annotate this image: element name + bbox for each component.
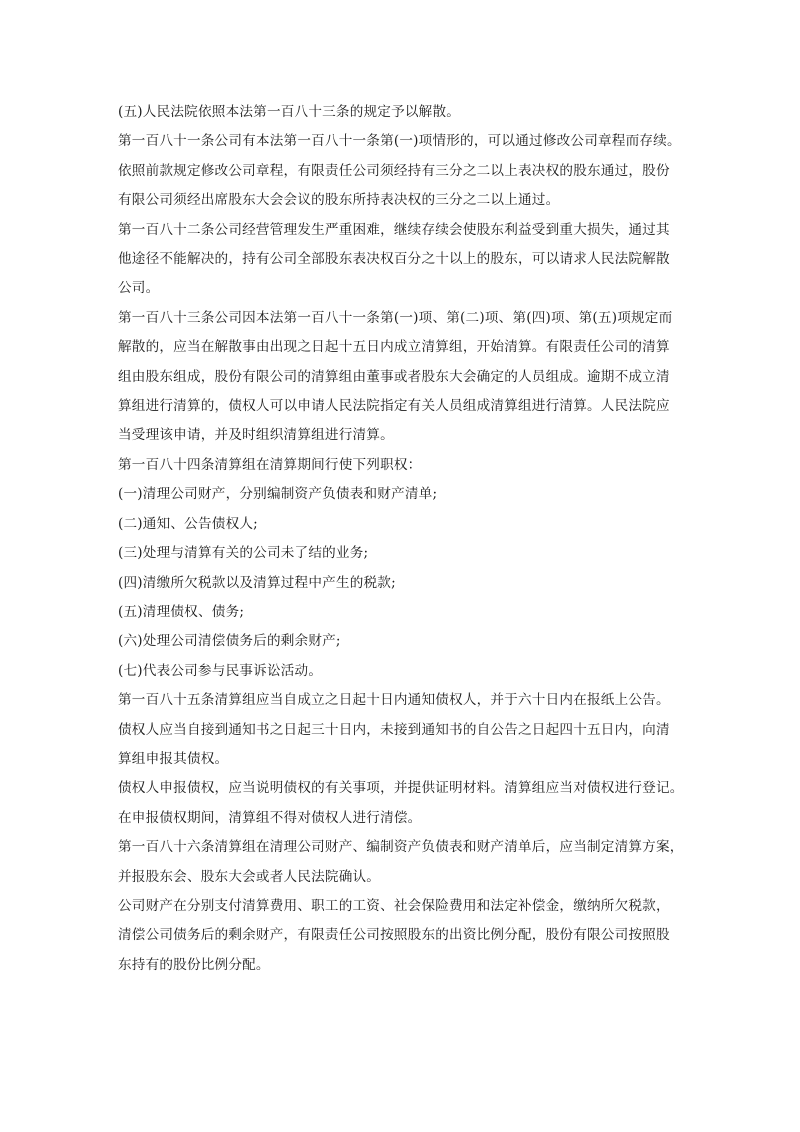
paragraph: 在申报债权期间，清算组不得对债权人进行清偿。 [118, 809, 422, 826]
paragraph: 债权人申报债权，应当说明债权的有关事项，并提供证明材料。清算组应当对债权进行登记。 [118, 780, 684, 797]
paragraph: 第一百八十六条清算组在清理公司财产、编制资产负债表和财产清单后，应当制定清算方案， 并报股东会、股东大会或者人民法院确认。 [118, 839, 684, 885]
document-body [118, 98, 690, 980]
paragraph: 债权人应当自接到通知书之日起三十日内，未接到通知书的自公告之日起四十五日内，向清 算组申报其债权。 [118, 721, 670, 767]
paragraph: 第一百八十二条公司经营管理发生严重困难，继续存续会使股东利益受到重大损失，通过其 他途径不能解决的，持有公司全部股东表决权百分之十以上的股东，可以请求人民法院解散 公司。 [118, 221, 670, 297]
paragraph: 第一百八十一条公司有本法第一百八十一条第(一)项情形的，可以通过修改公司章程而存续。 [118, 133, 681, 150]
list-item: (五)清理债权、债务; [118, 603, 245, 620]
list-item: (三)处理与清算有关的公司未了结的业务; [118, 545, 369, 562]
paragraph: (五)人民法院依照本法第一百八十三条的规定予以解散。 [118, 104, 461, 120]
list-item: (二)通知、公告债权人; [118, 515, 258, 532]
list-item: (七)代表公司参与民事诉讼活动。 [118, 662, 323, 679]
list-item: (六)处理公司清偿债务后的剩余财产; [118, 633, 341, 650]
paragraph: 第一百八十五条清算组应当自成立之日起十日内通知债权人，并于六十日内在报纸上公告。 [118, 692, 670, 709]
paragraph: 第一百八十三条公司因本法第一百八十一条第(一)项、第(二)项、第(四)项、第(五)项规定而 解散的，应当在解散事由出现之日起十五日内成立清算组，开始清算。有限责任公司的清算 组由股东组成，股份有限公司的清算组由董事或者股东大会确定的人员组成。逾期不成立清 算组进行清算的，债权人可以申请人民法院指定有关人员组成清算组进行清算。人民法院应 当受理该申请，并及时组织清算组进行清算。 [118, 309, 673, 444]
list-item: (一)清理公司财产，分别编制资产负债表和财产清单; [118, 486, 438, 503]
paragraph: 公司财产在分别支付清算费用、职工的工资、社会保险费用和法定补偿金，缴纳所欠税款， 清偿公司债务后的剩余财产，有限责任公司按照股东的出资比例分配，股份有限公司按照股 东持有的股份比例分配。 [118, 897, 670, 973]
paragraph: 第一百八十四条清算组在清算期间行使下列职权： [118, 456, 422, 473]
paragraph: 依照前款规定修改公司章程，有限责任公司须经持有三分之二以上表决权的股东通过，股份 有限公司须经出席股东大会会议的股东所持表决权的三分之二以上通过。 [118, 162, 670, 209]
list-item: (四)清缴所欠税款以及清算过程中产生的税款; [118, 574, 396, 591]
